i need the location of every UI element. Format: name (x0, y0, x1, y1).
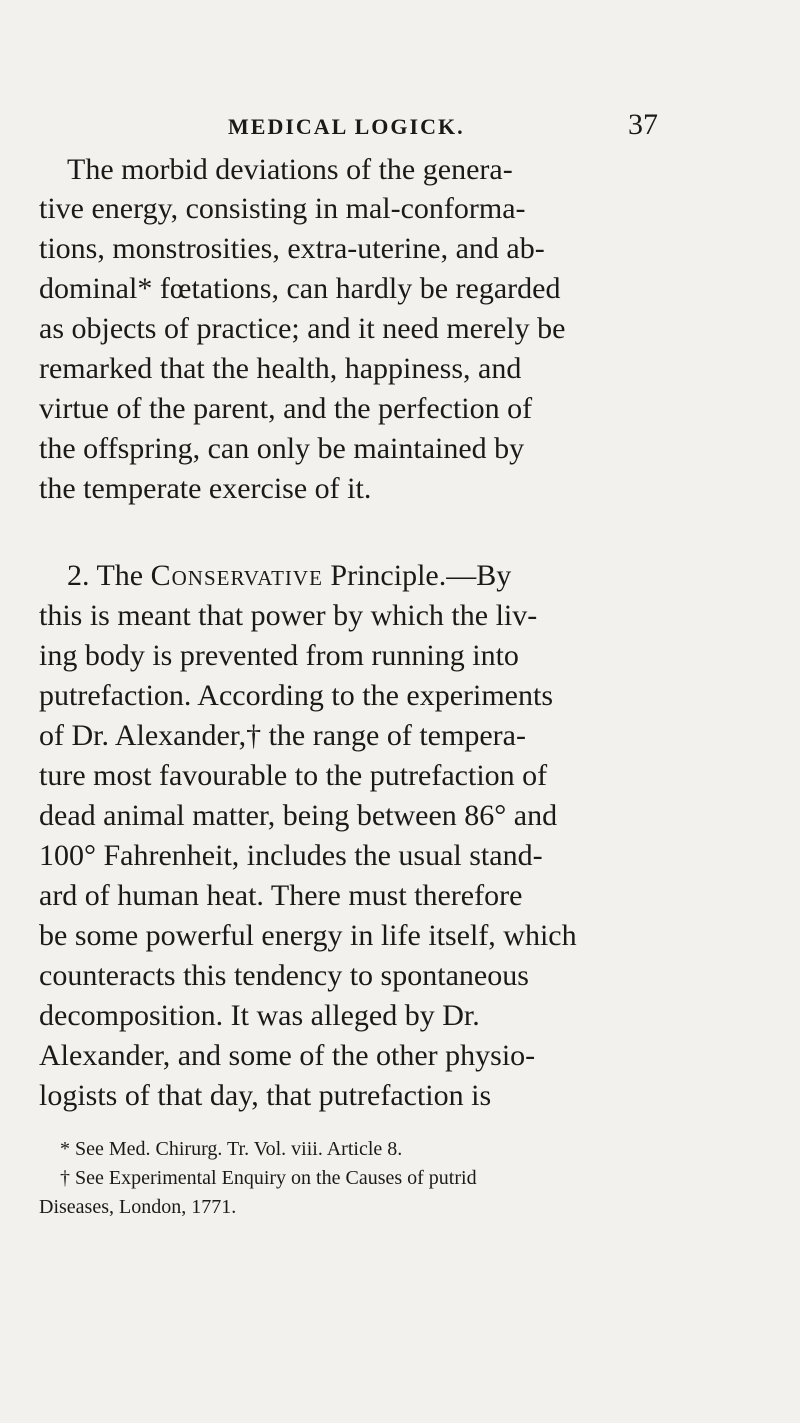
paragraph2-line-12: decomposition. It was alleged by Dr. (39, 999, 480, 1032)
paragraph1-line-2: tive energy, consisting in mal-conforma- (39, 192, 526, 225)
conservative-heading: Conservative (150, 559, 323, 592)
paragraph2-line-11: counteracts this tendency to spontaneous (39, 959, 529, 992)
paragraph1-line-8: the offspring, can only be maintained by (39, 432, 525, 465)
paragraph2-line-2: this is meant that power by which the liv- (39, 599, 538, 632)
paragraph2-line-6: ture most favourable to the putrefaction of (39, 759, 548, 792)
paragraph1-line-5: as objects of practice; and it need merely be (39, 312, 566, 345)
paragraph2-line-10: be some powerful energy in life itself, which (39, 919, 577, 952)
paragraph1-line-9: the temperate exercise of it. (39, 472, 372, 505)
footnote-2-continued: Diseases, London, 1771. (39, 1196, 237, 1218)
paragraph2-line-7: dead animal matter, being between 86° and (39, 799, 558, 832)
paragraph1-line-4: dominal* fœtations, can hardly be regarded (39, 272, 561, 305)
paragraph2-line-4: putrefaction. According to the experiments (39, 679, 553, 712)
paragraph1-line-3: tions, monstrosities, extra-uterine, and ab- (39, 232, 545, 265)
paragraph2-line-9: ard of human heat. There must therefore (39, 879, 523, 912)
footnote-2: † See Experimental Enquiry on the Causes of putrid (60, 1167, 477, 1189)
paragraph2-number: 2. The (67, 559, 151, 592)
paragraph1-line-6: remarked that the health, happiness, and (39, 352, 522, 385)
paragraph2-line-5: of Dr. Alexander,† the range of tempera- (39, 719, 526, 752)
running-head (0, 108, 800, 148)
paragraph2-line-1 (67, 556, 511, 596)
paragraph1-line-7: virtue of the parent, and the perfection of (39, 392, 533, 425)
principle-heading: Principle.—By (322, 559, 512, 592)
footnote-1: * See Med. Chirurg. Tr. Vol. viii. Article 8. (60, 1138, 403, 1160)
paragraph2-line-14: logists of that day, that putrefaction is (39, 1079, 492, 1112)
paragraph1-line-1: The morbid deviations of the genera- (67, 153, 513, 186)
running-title: MEDICAL LOGICK. (228, 114, 465, 139)
paragraph2-line-8: 100° Fahrenheit, includes the usual stand- (39, 839, 543, 872)
paragraph2-line-3: ing body is prevented from running into (39, 639, 519, 672)
paragraph2-line-13: Alexander, and some of the other physio- (39, 1039, 536, 1072)
page-number: 37 (628, 108, 658, 141)
